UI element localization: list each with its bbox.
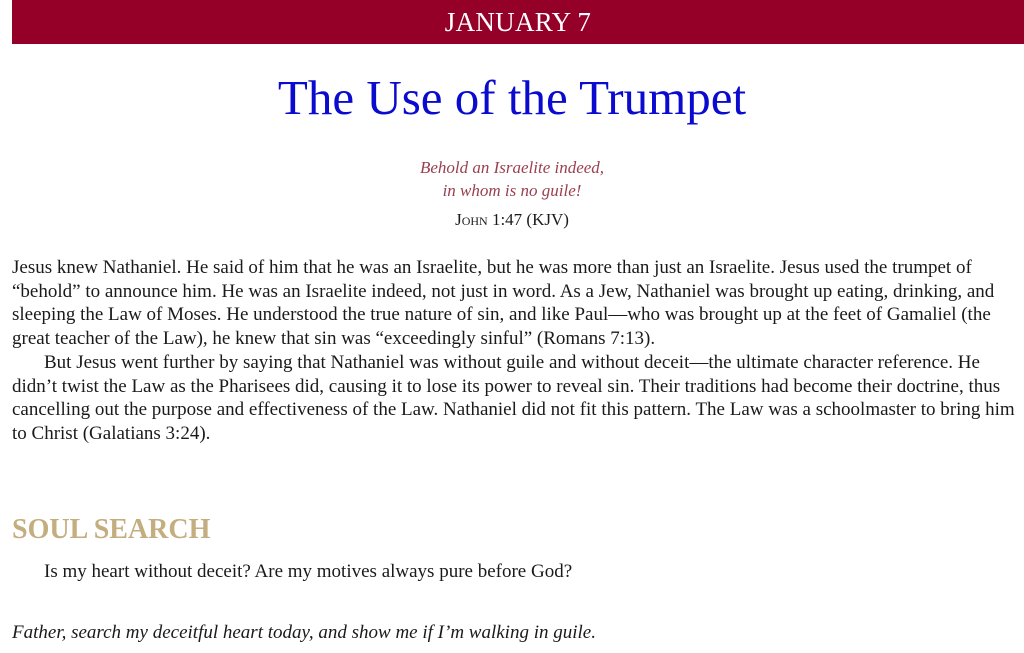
body-paragraph-1: Jesus knew Nathaniel. He said of him that he was an Israelite, but he was more than just an Israelite. Jesus used the trumpet of “behold” to announce him. He was an Israelite indeed, not just in word. As a Jew, Nathaniel was brought up eating, drinking, and sleeping the Law of Moses. He understood the true nature of sin, and like Paul—who was brought up at the feet of Gamaliel (the great teacher of the Law), he knew that sin was “exceedingly sinful” (Romans 7:13). — [12, 257, 995, 350]
date-banner — [12, 0, 1024, 44]
verse-line-2: in whom is no guile! — [442, 181, 582, 200]
scripture-verse — [0, 156, 1024, 202]
reference-chapter-verse: 1:47 (KJV) — [491, 210, 569, 229]
soul-search-question: Is my heart without deceit? Are my motives always pure before God? — [44, 561, 573, 582]
devotion-body — [12, 256, 1020, 446]
prayer-text: Father, search my deceitful heart today, and show me if I’m walking in guile. — [12, 622, 596, 643]
devotion-title: The Use of the Trumpet — [277, 70, 747, 125]
reference-book: John — [455, 210, 488, 229]
body-paragraph-2: But Jesus went further by saying that Nathaniel was without guile and without deceit—the ultimate character reference. He didn’t twist the Law as the Pharisees did, causing it to lose its power to reveal sin. Their traditions had become their doctrine, thus cancelling out the purpose and effectiveness of the Law. Nathaniel did not fit this pattern. The Law was a schoolmaster to bring him to Christ (Galatians 3:24). — [12, 351, 1015, 444]
verse-line-1: Behold an Israelite indeed, — [419, 158, 605, 177]
soul-search-heading: SOUL SEARCH — [12, 514, 211, 545]
date-label: JANUARY 7 — [444, 7, 592, 37]
scripture-reference — [0, 208, 1024, 232]
